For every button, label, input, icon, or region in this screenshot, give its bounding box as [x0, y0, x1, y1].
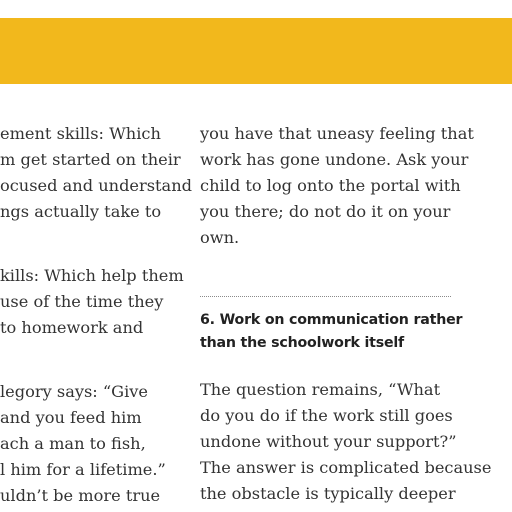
left-text-line: ngs actually take to	[0, 202, 162, 221]
right-text-line: work has gone undone. Ask your	[200, 150, 469, 169]
right-text-line: The question remains, “What	[200, 380, 441, 399]
left-text-line: kills: Which help them	[0, 266, 184, 285]
right-text-line: do you do if the work still goes	[200, 406, 453, 425]
left-text-line: use of the time they	[0, 292, 164, 311]
right-text-line: you have that uneasy feeling that	[200, 124, 474, 143]
left-text-line: to homework and	[0, 318, 144, 337]
right-text-line: you there; do not do it on your	[200, 202, 451, 221]
right-text-line: The answer is complicated because	[200, 458, 492, 477]
right-text-line: own.	[200, 228, 240, 247]
section-heading: 6. Work on communication rather	[200, 312, 463, 328]
left-text-line: uldn’t be more true	[0, 486, 161, 505]
left-text-line: legory says: “Give	[0, 382, 149, 401]
left-text-line: l him for a lifetime.”	[0, 460, 166, 479]
right-text-line: child to log onto the portal with	[200, 176, 461, 195]
right-text-line: undone without your support?”	[200, 432, 457, 451]
left-text-line: ach a man to fish,	[0, 434, 146, 453]
left-text-line: ocused and understand	[0, 176, 192, 195]
left-text-line: m get started on their	[0, 150, 181, 169]
left-text-line: ement skills: Which	[0, 124, 161, 143]
section-divider	[200, 296, 451, 297]
left-text-line: and you feed him	[0, 408, 142, 427]
section-heading: than the schoolwork itself	[200, 335, 405, 351]
right-text-line: the obstacle is typically deeper	[200, 484, 456, 503]
